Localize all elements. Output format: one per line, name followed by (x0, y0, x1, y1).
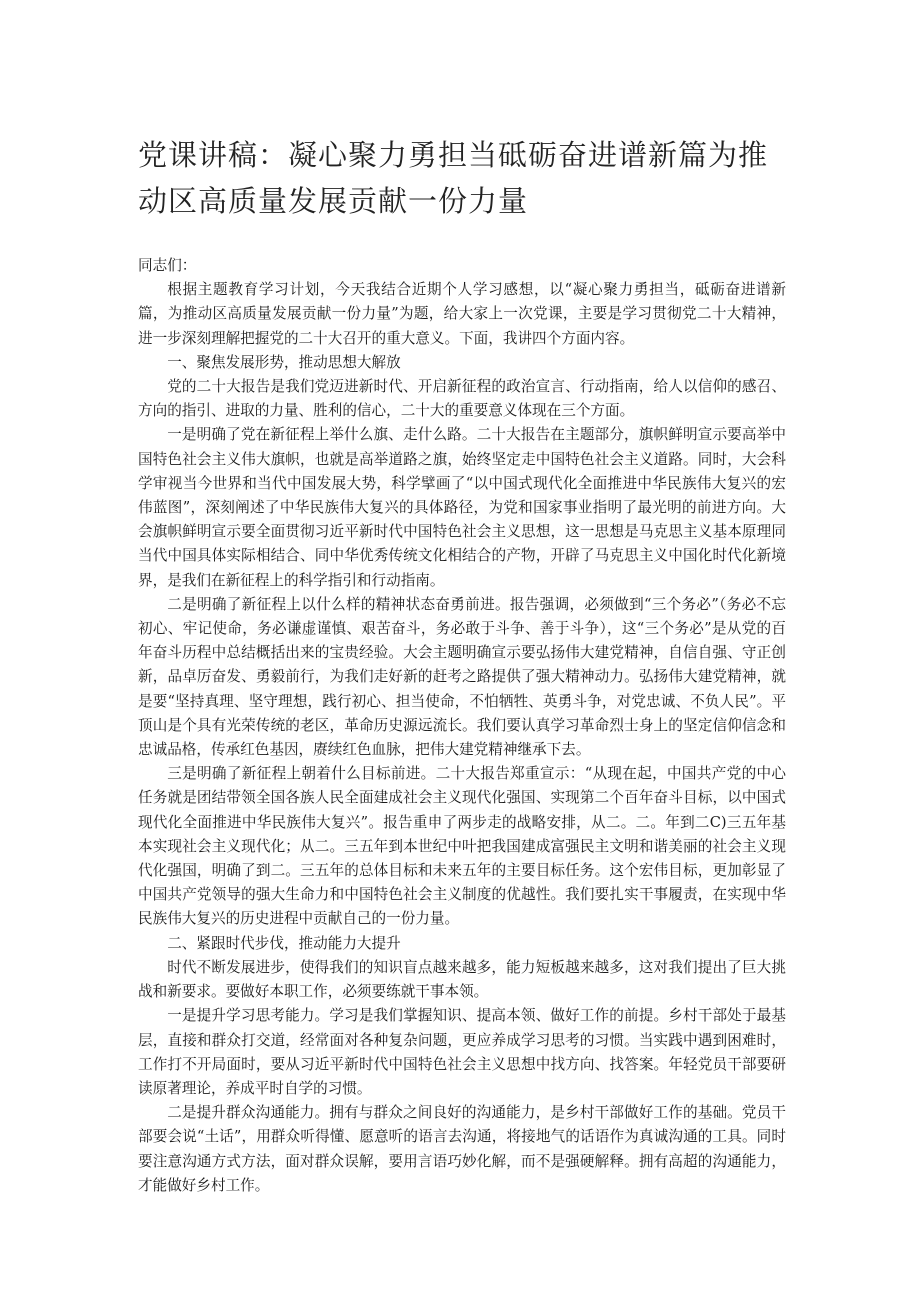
paragraph-intro: 根据主题教育学习计划，今天我结合近期个人学习感想，以“凝心聚力勇担当，砥砺奋进谱新篇，为推动区高质量发展贡献一份力量”为题，给大家上一次党课，主要是学习贯彻党二十大精神，进一步深刻理解把握党的二十大召开的重大意义。下面，我讲四个方面内容。 (138, 281, 786, 347)
paragraph-1-point-3: 三是明确了新征程上朝着什么目标前进。二十大报告郑重宣示：“从现在起，中国共产党的中心任务就是团结带领全国各族人民全面建成社会主义现代化强国、实现第二个百年奋斗目标，以中国式现代化全面推进中华民族伟大复兴”。报告重申了两步走的战略安排，从二。二。年到二C)三五年基本实现社会主义现代化；从二。三五年到本世纪中叶把我国建成富强民主文明和谐美丽的社会主义现代化强国，明确了到二。三五年的总体目标和未来五年的主要目标任务。这个宏伟目标，更加彰显了中国共产党领导的强大生命力和中国特色社会主义制度的优越性。我们要扎实干事履责，在实现中华民族伟大复兴的历史进程中贡献自己的一份力量。 (138, 765, 786, 928)
document-title: 党课讲稿：凝心聚力勇担当砥砺奋进谱新篇为推动区高质量发展贡献一份力量 (138, 138, 769, 218)
paragraph-1-point-2: 二是明确了新征程上以什么样的精神状态奋勇前进。报告强调，必须做到“三个务必”（务必不忘初心、牢记使命，务必谦虚谨慎、艰苦奋斗，务必敢于斗争、善于斗争），这“三个务必”是从党的百年奋斗历程中总结概括出来的宝贵经验。大会主题明确宣示要弘扬伟大建党精神，自信自强、守正创新，品卓厉奋发、勇毅前行，为我们走好新的赶考之路提供了强大精神动力。弘扬伟大建党精神，就是要“坚持真理、坚守理想，践行初心、担当使命，不怕牺牲、英勇斗争，对党忠诚、不负人民”。平顶山是个具有光荣传统的老区，革命历史源远流长。我们要认真学习革命烈士身上的坚定信仰信念和忠诚品格，传承红色基因，赓续红色血脉，把伟大建党精神继承下去。 (138, 595, 786, 759)
paragraph-2-point-1: 一是提升学习思考能力。学习是我们掌握知识、提高本领、做好工作的前提。乡村干部处于最基层，直接和群众打交道，经常面对各种复杂问题，更应养成学习思考的习惯。当实践中遇到困难时，工作打不开局面时，要从习近平新时代中国特色社会主义思想中找方向、找答案。年轻党员干部要研读原著理论，养成平时自学的习惯。 (138, 1007, 786, 1097)
salutation: 同志们： (138, 257, 197, 274)
document-page (138, 132, 786, 1198)
section-heading-1: 一、聚焦发展形势，推动思想大解放 (167, 353, 401, 371)
document-body (138, 254, 786, 1198)
section-heading-2: 二、紧跟时代步伐，推动能力大提升 (167, 934, 401, 952)
paragraph-2-point-2: 二是提升群众沟通能力。拥有与群众之间良好的沟通能力，是乡村干部做好工作的基础。党员干部要会说“土话”，用群众听得懂、愿意听的语言去沟通，将接地气的话语作为真诚沟通的工具。同时要注意沟通方式方法，面对群众误解，要用言语巧妙化解，而不是强硬解释。拥有高超的沟通能力，才能做好乡村工作。 (138, 1104, 786, 1194)
paragraph-1-point-1: 一是明确了党在新征程上举什么旗、走什么路。二十大报告在主题部分，旗帜鲜明宣示要高举中国特色社会主义伟大旗帜，也就是高举道路之旗，始终坚定走中国特色社会主义道路。同时，大会科学审视当今世界和当代中国发展大势，科学擘画了“以中国式现代化全面推进中华民族伟大复兴的宏伟蓝图”，深刻阐述了中华民族伟大复兴的具体路径，为党和国家事业指明了最光明的前进方向。大会旗帜鲜明宣示要全面贯彻习近平新时代中国特色社会主义思想，这一思想是马克思主义基本原理同当代中国具体实际相结合、同中华优秀传统文化相结合的产物，开辟了马克思主义中国化时代化新境界，是我们在新征程上的科学指引和行动指南。 (138, 426, 786, 589)
paragraph-1: 党的二十大报告是我们党迈进新时代、开启新征程的政治宣言、行动指南，给人以信仰的感召、方向的指引、进取的力量、胜利的信心，二十大的重要意义体现在三个方面。 (138, 378, 786, 420)
paragraph-2: 时代不断发展进步，使得我们的知识盲点越来越多，能力短板越来越多，这对我们提出了巨大挑战和新要求。要做好本职工作，必须要练就干事本领。 (138, 958, 786, 1001)
